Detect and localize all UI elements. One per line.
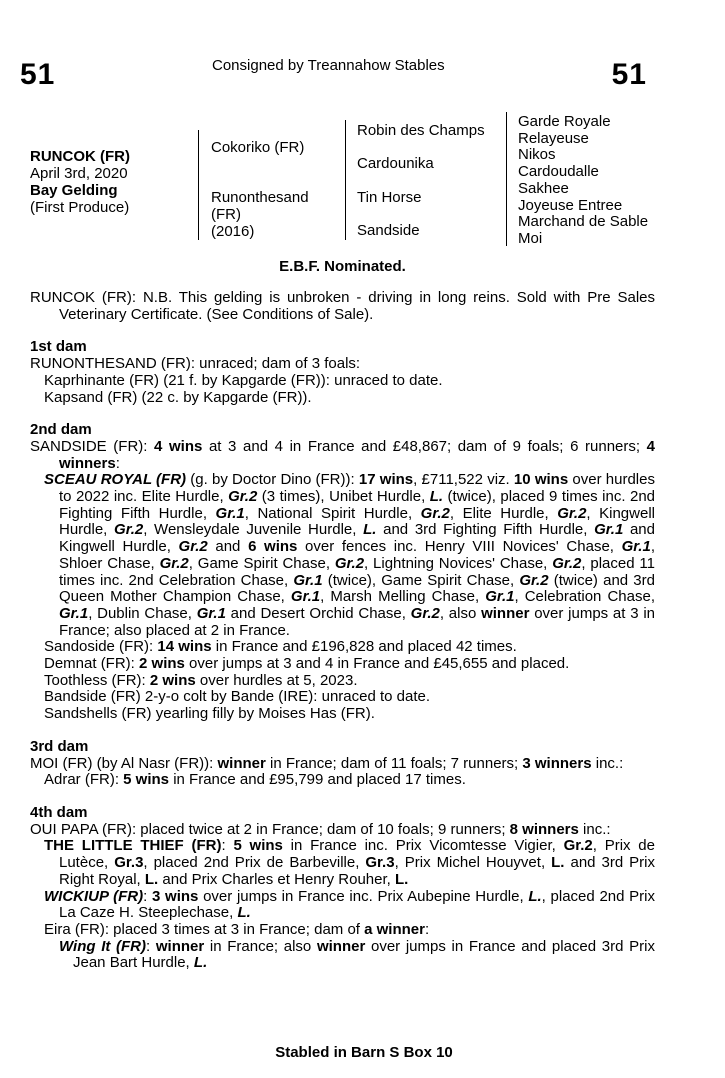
pedigree-gen2-3: Tin Horse <box>357 189 422 206</box>
lot-number-left: 51 <box>20 58 56 91</box>
wickiup-entry: WICKIUP (FR): 3 wins over jumps in France inc. Prix Aubepine Hurdle, L., placed 2nd Prix La Caze H. Steeplechase, L. <box>44 887 655 922</box>
first-dam-foal-2: Kapsand (FR) (22 c. by Kapgarde (FR)). <box>44 388 312 406</box>
third-dam-heading: 3rd dam <box>30 737 89 755</box>
pedigree-gen2-2: Cardounika <box>357 155 434 172</box>
fourth-dam-heading: 4th dam <box>30 803 88 821</box>
demnat-entry: Demnat (FR): 2 wins over jumps at 3 and 4 in France and £45,655 and placed. <box>44 655 570 673</box>
second-dam-heading: 2nd dam <box>30 421 92 439</box>
fourth-dam-line: OUI PAPA (FR): placed twice at 2 in France; dam of 10 foals; 9 runners; 8 winners inc.: <box>30 820 611 838</box>
wing-it-entry: Wing It (FR): winner in France; also winner over jumps in France and placed 3rd Prix Jean Bart Hurdle, L. <box>59 937 655 972</box>
pedigree-gen2-1: Robin des Champs <box>357 122 485 139</box>
third-dam-line: MOI (FR) (by Al Nasr (FR)): winner in France; dam of 11 foals; 7 runners; 3 winners inc.: <box>30 754 624 772</box>
pedigree-gen3-6: Joyeuse Entree <box>518 196 623 214</box>
bandside-entry: Bandside (FR) 2-y-o colt by Bande (IRE): unraced to date. <box>44 688 431 706</box>
pedigree-gen3-2: Relayeuse <box>518 129 589 147</box>
pedigree-sire: Cokoriko (FR) <box>211 139 305 156</box>
first-dam-heading: 1st dam <box>30 338 87 356</box>
second-dam-line: SANDSIDE (FR): 4 wins at 3 and 4 in France and £48,867; dam of 9 foals; 6 runners; 4 winners: <box>30 437 655 472</box>
pedigree-dam-name: Runonthesand <box>211 189 309 206</box>
sandoside-entry: Sandoside (FR): 14 wins in France and £196,828 and placed 42 times. <box>44 638 517 656</box>
consignor-line: Consigned by Treannahow Stables <box>212 57 445 74</box>
intro-paragraph: RUNCOK (FR): N.B. This gelding is unbroken - driving in long reins. Sold with Pre Sales Veterinary Certificate. (See Conditions of Sale). <box>30 289 655 323</box>
horse-note: (First Produce) <box>30 199 130 216</box>
toothless-entry: Toothless (FR): 2 wins over hurdles at 5, 2023. <box>44 671 358 689</box>
horse-info <box>30 148 130 216</box>
pedigree-bracket-3 <box>506 112 507 246</box>
pedigree-dam <box>211 189 309 240</box>
little-thief-entry: THE LITTLE THIEF (FR): 5 wins in France inc. Prix Vicomtesse Vigier, Gr.2, Prix de Lutèce, Gr.3, placed 2nd Prix de Barbeville, Gr.3, Prix Michel Houyvet, L. and 3rd Prix Right Royal, L. and Prix Charles et Henry Rouher, L. <box>44 837 656 888</box>
pedigree-gen3-1: Garde Royale <box>518 113 611 130</box>
horse-dob: April 3rd, 2020 <box>30 165 128 182</box>
pedigree-dam-year: (2016) <box>211 223 255 240</box>
sandshells-entry: Sandshells (FR) yearling filly by Moises Has (FR). <box>44 705 375 723</box>
pedigree-bracket-2 <box>345 120 346 240</box>
sceau-royal-entry: SCEAU ROYAL (FR) (g. by Doctor Dino (FR)): 17 wins, £711,522 viz. 10 wins over hurdles to 2022 inc. Elite Hurdle, Gr.2 (3 times), Unibet Hurdle, L. (twice), placed 9 times inc. 2nd Fighting Fifth Hurdle, Gr.1, National Spirit Hurdle, Gr.2, Elite Hurdle, Gr.2, Kingwell Hurdle, Gr.2, Wensleydale Juvenile Hurdle, L. and 3rd Fighting Fifth Hurdle, Gr.1 and Kingwell Hurdle, Gr.2 and 6 wins over fences inc. Henry VIII Novices' Chase, Gr.1, Shloer Chase, Gr.2, Game Spirit Chase, Gr.2, Lightning Novices' Chase, Gr.2, placed 11 times inc. 2nd Celebration Chase, Gr.1 (twice), Game Spirit Chase, Gr.2 (twice) and 3rd Queen Mother Champion Chase, Gr.1, Marsh Melling Chase, Gr.1, Celebration Chase, Gr.1, Dublin Chase, Gr.1 and Desert Orchid Chase, Gr.2, also winner over jumps at 3 in France; also placed at 2 in France. <box>44 471 655 639</box>
pedigree-gen3-7: Marchand de Sable <box>518 213 649 231</box>
pedigree-dam-country: (FR) <box>211 206 241 223</box>
pedigree-gen3-8: Moi <box>518 229 543 247</box>
ebf-nominated: E.B.F. Nominated. <box>279 258 406 275</box>
catalogue-body <box>30 290 655 972</box>
first-dam-line: RUNONTHESAND (FR): unraced; dam of 3 foals: <box>30 355 361 373</box>
adrar-entry: Adrar (FR): 5 wins in France and £95,799 and placed 17 times. <box>44 771 466 789</box>
pedigree-gen2-4: Sandside <box>357 222 420 239</box>
horse-name: RUNCOK (FR) <box>30 148 130 165</box>
lot-number-right: 51 <box>611 58 647 91</box>
pedigree-gen3-4: Cardoudalle <box>518 163 599 181</box>
eira-entry: Eira (FR): placed 3 times at 3 in France; dam of a winner: <box>44 920 430 938</box>
pedigree-gen3 <box>518 114 648 248</box>
first-dam-foal-1: Kaprhinante (FR) (21 f. by Kapgarde (FR)): unraced to date. <box>44 371 443 389</box>
pedigree-gen3-3: Nikos <box>518 146 556 164</box>
stabling-footer: Stabled in Barn S Box 10 <box>275 1044 453 1061</box>
pedigree-bracket-1 <box>198 130 199 240</box>
horse-colour: Bay Gelding <box>30 182 118 199</box>
pedigree-gen3-5: Sakhee <box>518 179 569 197</box>
